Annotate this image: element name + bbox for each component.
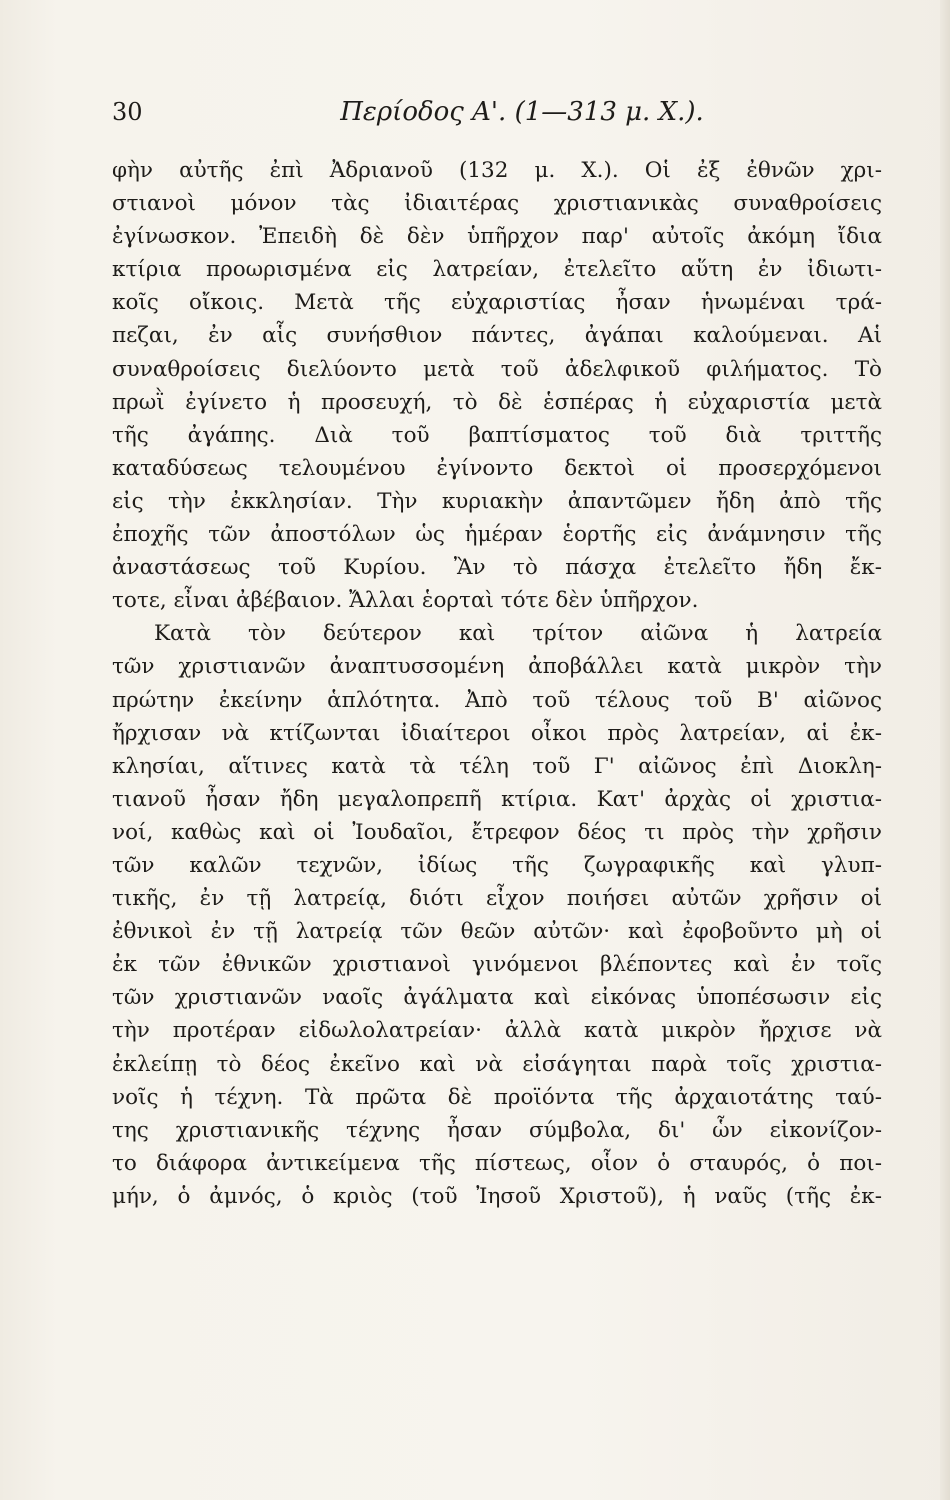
text-line: της χριστιανικῆς τέχνης ἦσαν σύμβολα, δι' ὧν εἰκονίζον- — [112, 1117, 882, 1143]
text-line: ἤρχισαν νὰ κτίζωνται ἰδιαίτεροι οἶκοι πρὸς λατρείαν, αἱ ἐκ- — [112, 720, 882, 746]
text-line: τικῆς, ἐν τῇ λατρείᾳ, διότι εἶχον ποιήσει αὐτῶν χρῆσιν οἱ — [112, 886, 882, 912]
running-head: Περίοδος Α'. (1—313 μ. Χ.). — [340, 97, 704, 127]
text-line: τῶν χριστιανῶν ναοῖς ἀγάλματα καὶ εἰκόνας ὑποπέσωσιν εἰς — [112, 985, 882, 1011]
text-line: ἐγίνωσκον. Ἐπειδὴ δὲ δὲν ὑπῆρχον παρ' αὐτοῖς ἀκόμη ἴδια — [112, 224, 882, 250]
text-line: στιανοὶ μόνον τὰς ἰδιαιτέρας χριστιανικὰς συναθροίσεις — [112, 191, 882, 217]
text-line: πεζαι, ἐν αἷς συνήσθιον πάντες, ἀγάπαι καλούμεναι. Αἱ — [112, 323, 882, 349]
page-header — [112, 92, 880, 132]
text-line: πρώτην ἐκείνην ἁπλότητα. Ἀπὸ τοῦ τέλους τοῦ Β' αἰῶνος — [112, 687, 882, 713]
text-line: κτίρια προωρισμένα εἰς λατρείαν, ἐτελεῖτο αὕτη ἐν ἰδιωτι- — [112, 257, 882, 283]
text-line: ἐκ τῶν ἐθνικῶν χριστιανοὶ γινόμενοι βλέποντες καὶ ἐν τοῖς — [112, 952, 882, 978]
text-line: ἐκλείπῃ τὸ δέος ἐκεῖνο καὶ νὰ εἰσάγηται παρὰ τοῖς χριστια- — [112, 1051, 882, 1077]
paragraph-start-line: Κατὰ τὸν δεύτερον καὶ τρίτον αἰῶνα ἡ λατρεία — [154, 621, 882, 647]
text-line: κλησίαι, αἵτινες κατὰ τὰ τέλη τοῦ Γ' αἰῶνος ἐπὶ Διοκλη- — [112, 753, 882, 779]
text-line: νοί, καθὼς καὶ οἱ Ἰουδαῖοι, ἔτρεφον δέος τι πρὸς τὴν χρῆσιν — [112, 819, 882, 845]
text-line: συναθροίσεις διελύοντο μετὰ τοῦ ἀδελφικοῦ φιλήματος. Τὸ — [112, 356, 882, 382]
text-line: τῶν χριστιανῶν ἀναπτυσσομένη ἀποβάλλει κατὰ μικρὸν τὴν — [112, 654, 882, 680]
text-line: τῶν καλῶν τεχνῶν, ἰδίως τῆς ζωγραφικῆς καὶ γλυπ- — [112, 852, 882, 878]
text-line: πρωῒ ἐγίνετο ἡ προσευχή, τὸ δὲ ἑσπέρας ἡ εὐχαριστία μετὰ — [112, 389, 882, 415]
text-line: εἰς τὴν ἐκκλησίαν. Τὴν κυριακὴν ἀπαντῶμεν ἤδη ἀπὸ τῆς — [112, 488, 882, 514]
text-line: ἀναστάσεως τοῦ Κυρίου. Ἂν τὸ πάσχα ἐτελεῖτο ἤδη ἔκ- — [112, 555, 882, 581]
page-number: 30 — [112, 98, 143, 126]
text-line: τὴν προτέραν εἰδωλολατρείαν· ἀλλὰ κατὰ μικρὸν ἤρχισε νὰ — [112, 1018, 882, 1044]
page-edge — [940, 0, 950, 1500]
text-line: κοῖς οἴκοις. Μετὰ τῆς εὐχαριστίας ἦσαν ἡνωμέναι τρά- — [112, 290, 882, 316]
body-text — [112, 154, 882, 1213]
text-line: μήν, ὁ ἀμνός, ὁ κριὸς (τοῦ Ἰησοῦ Χριστοῦ), ἡ ναῦς (τῆς ἐκ- — [112, 1183, 882, 1209]
text-line: φὴν αὐτῆς ἐπὶ Ἀδριανοῦ (132 μ. Χ.). Οἱ ἐξ ἐθνῶν χρι- — [112, 158, 882, 183]
text-line: το διάφορα ἀντικείμενα τῆς πίστεως, οἷον ὁ σταυρός, ὁ ποι- — [112, 1150, 882, 1176]
text-line: ἐποχῆς τῶν ἀποστόλων ὡς ἡμέραν ἑορτῆς εἰς ἀνάμνησιν τῆς — [112, 522, 882, 548]
text-line: τῆς ἀγάπης. Διὰ τοῦ βαπτίσματος τοῦ διὰ τριττῆς — [112, 422, 882, 448]
text-line: τιανοῦ ἦσαν ἤδη μεγαλοπρεπῆ κτίρια. Κατ' ἀρχὰς οἱ χριστια- — [112, 786, 882, 812]
text-line: τοτε, εἶναι ἀβέβαιον. Ἄλλαι ἑορταὶ τότε δὲν ὑπῆρχον. — [112, 588, 699, 614]
text-line: ἐθνικοὶ ἐν τῇ λατρείᾳ τῶν θεῶν αὐτῶν· καὶ ἐφοβοῦντο μὴ οἱ — [112, 919, 882, 945]
text-line: νοῖς ἡ τέχνη. Τὰ πρῶτα δὲ προϊόντα τῆς ἀρχαιοτάτης ταύ- — [112, 1084, 882, 1110]
text-line: καταδύσεως τελουμένου ἐγίνοντο δεκτοὶ οἱ προσερχόμενοι — [112, 455, 882, 481]
